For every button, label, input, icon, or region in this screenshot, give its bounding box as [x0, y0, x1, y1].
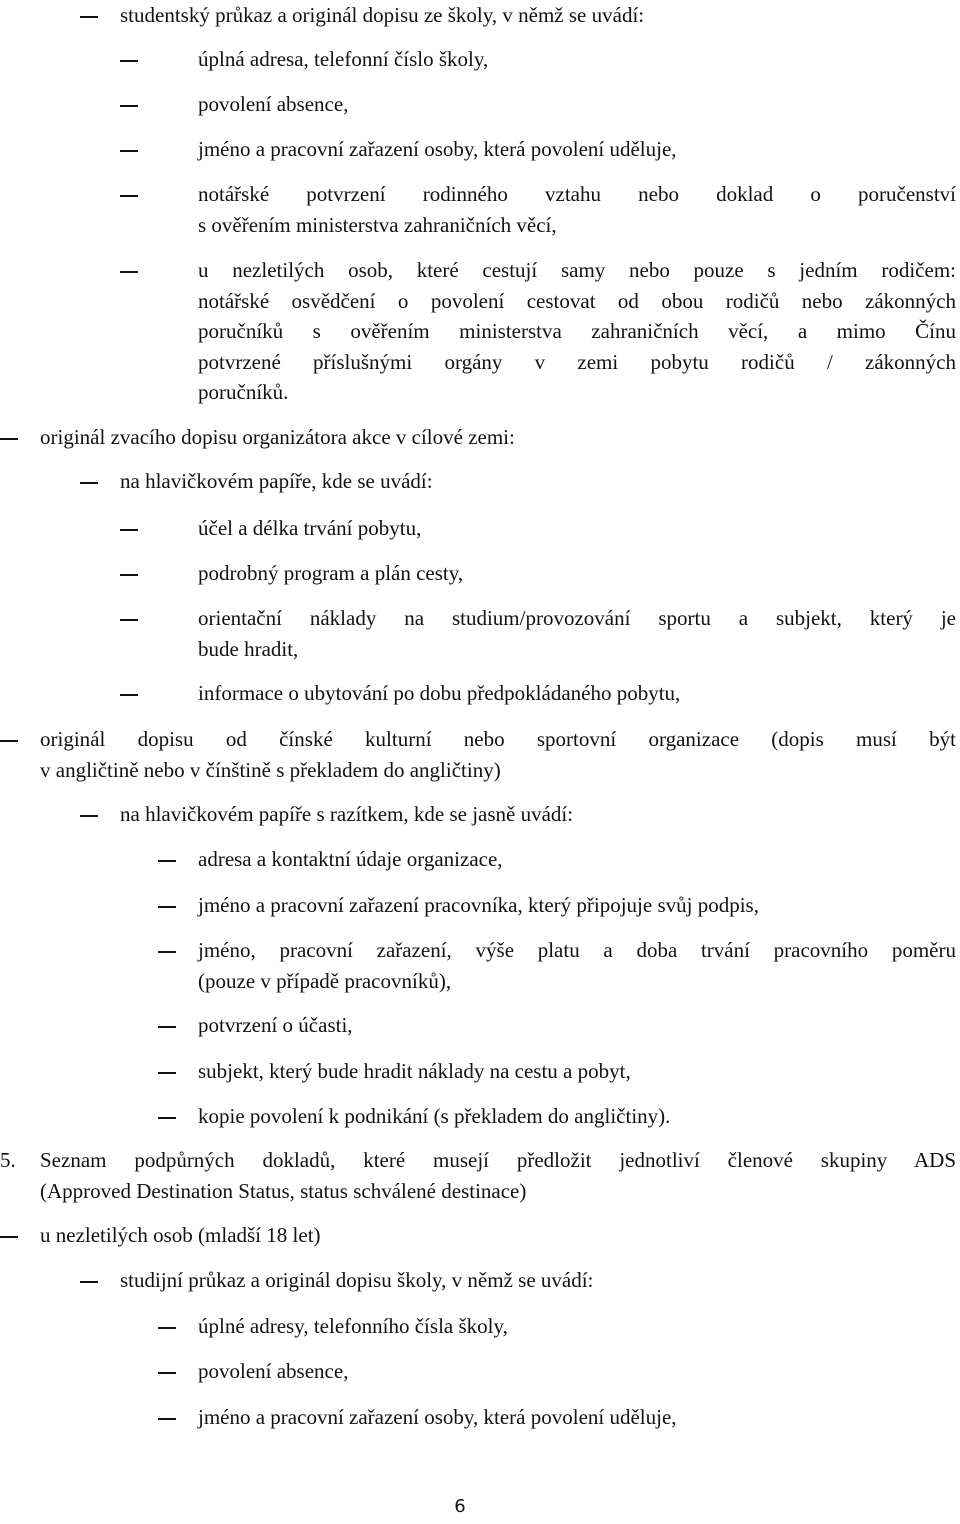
list-item-text: povolení absence, [198, 1359, 349, 1383]
list-item-text: úplná adresa, telefonní číslo školy, [198, 47, 489, 71]
list-item [198, 44, 488, 75]
section-heading-text: (Approved Destination Status, status schválené destinace) [40, 1178, 527, 1203]
list-item-text: povolení absence, [198, 92, 349, 116]
list-item-text: kopie povolení k podnikání (s překladem do angličtiny). [198, 1104, 671, 1128]
list-item [198, 890, 759, 921]
list-item [198, 1101, 670, 1132]
list-item-text: v angličtině nebo v čínštině s překladem do angličtiny) [40, 757, 501, 782]
list-item [198, 513, 421, 544]
list-item [198, 1056, 631, 1087]
list-item [120, 799, 573, 830]
list-item-text: podrobný program a plán cesty, [198, 561, 464, 585]
list-item [198, 89, 348, 120]
page-number: 6 [454, 1496, 466, 1517]
list-item [40, 724, 956, 785]
list-item-text: jméno a pracovní zařazení osoby, která povolení uděluje, [198, 1405, 677, 1429]
section-heading-text: Seznam podpůrných dokladů, které musejí předložit jednotliví členové skupiny ADS [40, 1148, 956, 1172]
list-item-text: u nezletilých osob, které cestují samy nebo pouze s jedním rodičem: [198, 258, 956, 282]
list-item-text: notářské osvědčení o povolení cestovat od obou rodičů nebo zákonných [198, 288, 956, 313]
list-item-text: studentský průkaz a originál dopisu ze školy, v němž se uvádí: [120, 3, 645, 27]
list-item-text: notářské potvrzení rodinného vztahu nebo doklad o poručenství [198, 182, 956, 206]
list-item [198, 255, 956, 408]
list-item-text: informace o ubytování po dobu předpokládaného pobytu, [198, 681, 681, 705]
list-item [40, 1220, 321, 1251]
list-item-text: na hlavičkovém papíře, kde se uvádí: [120, 469, 433, 493]
list-item-text: u nezletilých osob (mladší 18 let) [40, 1223, 321, 1247]
list-item [198, 134, 677, 165]
section-heading [0, 1145, 956, 1206]
list-item-text: poručníků. [198, 380, 289, 404]
list-item-text: studijní průkaz a originál dopisu školy, v němž se uvádí: [120, 1268, 594, 1292]
list-item [198, 558, 463, 589]
list-item [198, 1402, 677, 1433]
list-item [40, 422, 515, 453]
list-item-text: jméno a pracovní zařazení osoby, která povolení uděluje, [198, 137, 677, 161]
list-item-text: úplné adresy, telefonního čísla školy, [198, 1314, 508, 1338]
list-item [198, 1311, 508, 1342]
list-item-text: orientační náklady na studium/provozování sportu a subjekt, který je [198, 606, 956, 630]
section-number: 5. [0, 1148, 16, 1172]
list-item-text: potvrzení o účasti, [198, 1013, 353, 1037]
list-item-text: na hlavičkovém papíře s razítkem, kde se jasně uvádí: [120, 802, 574, 826]
list-item-text: účel a délka trvání pobytu, [198, 516, 422, 540]
list-item-text: bude hradit, [198, 636, 299, 661]
list-item [120, 466, 433, 497]
list-item [198, 678, 680, 709]
list-item [198, 935, 956, 996]
list-item-text: originál zvacího dopisu organizátora akce v cílové zemi: [40, 425, 515, 449]
list-item-text: potvrzené příslušnými orgány v zemi pobytu rodičů / zákonných [198, 349, 956, 374]
list-item-text: originál dopisu od čínské kulturní nebo sportovní organizace (dopis musí být [40, 727, 956, 751]
list-item-text: (pouze v případě pracovníků), [198, 968, 452, 993]
list-item-text: poručníků s ověřením ministerstva zahraničních věcí, a mimo Čínu [198, 319, 956, 343]
list-item [198, 179, 956, 240]
list-item [198, 844, 503, 875]
list-item-text: jméno a pracovní zařazení pracovníka, který připojuje svůj podpis, [198, 893, 759, 917]
list-item [198, 603, 956, 664]
list-item-text: jméno, pracovní zařazení, výše platu a doba trvání pracovního poměru [198, 938, 956, 962]
list-item-text: adresa a kontaktní údaje organizace, [198, 847, 503, 871]
list-item-text: s ověřením ministerstva zahraničních věcí, [198, 212, 557, 237]
list-item [120, 1265, 593, 1296]
list-item-text: subjekt, který bude hradit náklady na cestu a pobyt, [198, 1059, 631, 1083]
list-item [198, 1010, 353, 1041]
list-item [198, 1356, 348, 1387]
list-item [120, 0, 644, 31]
